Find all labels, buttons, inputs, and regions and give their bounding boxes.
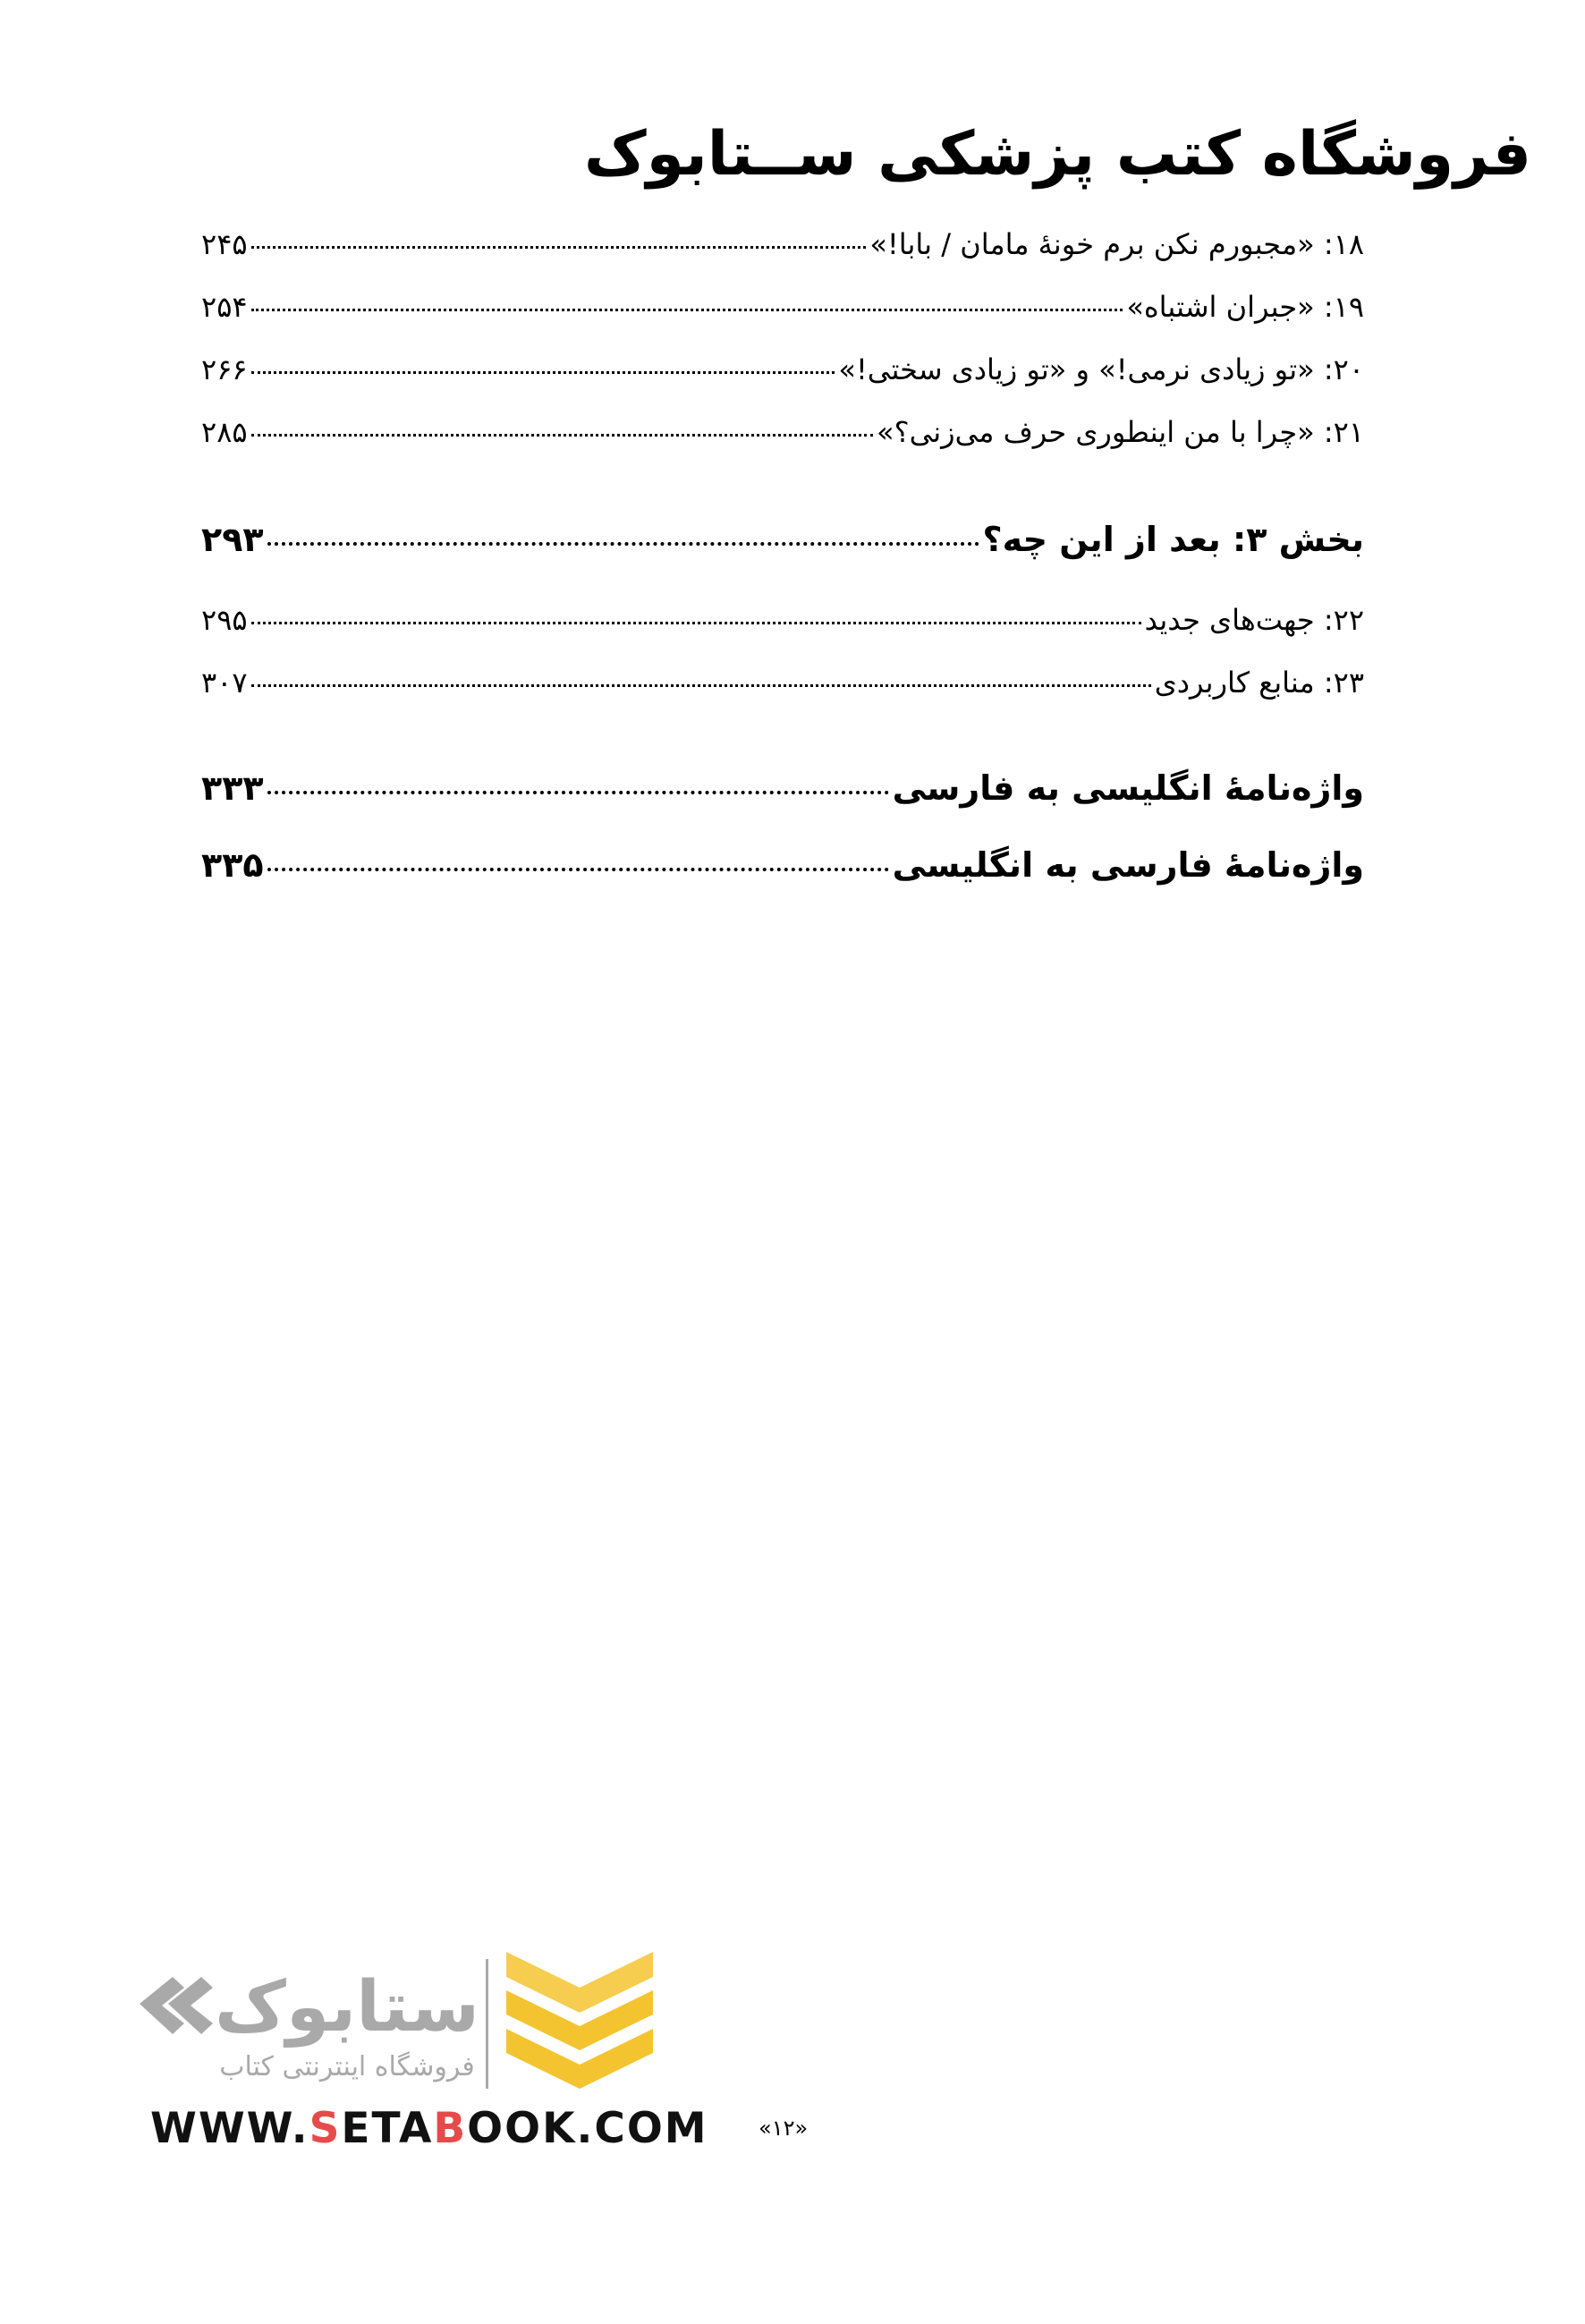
toc-entry-chapter-21[interactable]: [201, 401, 1364, 463]
toc-entry-label: واژه‌نامهٔ انگلیسی به فارسی: [892, 768, 1364, 808]
website-prefix: WWW.: [150, 2104, 309, 2153]
toc-entry-label: ۲۱: «چرا با من اینطوری حرف می‌زنی؟»: [877, 415, 1364, 449]
toc-entry-page: ۳۳۵: [201, 845, 264, 885]
toc-entry-label: ۲۳: منابع کاربردی: [1154, 666, 1364, 700]
dot-leader: [267, 542, 979, 546]
website-letter-s: S: [309, 2104, 342, 2153]
toc-entry-page: ۲۵۴: [201, 290, 248, 324]
toc-entry-label: واژه‌نامهٔ فارسی به انگلیسی: [892, 845, 1364, 885]
logo-subtitle: فروشگاه اینترنتی کتاب: [219, 2051, 475, 2082]
website-letter-b: B: [433, 2104, 468, 2153]
toc-entry-label: بخش ۳: بعد از این چه؟: [982, 520, 1364, 559]
setabook-logo[interactable]: [132, 1941, 687, 2102]
dot-leader: [267, 791, 889, 794]
toc-entry-label: ۱۹: «جبران اشتباه»: [1126, 290, 1364, 324]
toc-entry-glossary-fa-en[interactable]: [201, 827, 1364, 903]
toc-entry-part-3[interactable]: [201, 501, 1364, 578]
toc-entry-page: ۳۳۳: [201, 768, 264, 808]
toc-entry-chapter-18[interactable]: [201, 213, 1364, 276]
logo-wordmark: ستابوک: [215, 1967, 479, 2048]
dot-leader: [251, 371, 835, 374]
website-eta: ETA: [341, 2104, 434, 2153]
toc-entry-glossary-en-fa[interactable]: [201, 750, 1364, 827]
toc-entry-page: ۲۶۶: [201, 352, 248, 386]
toc-entry-chapter-20[interactable]: [201, 338, 1364, 401]
website-url[interactable]: [150, 2104, 708, 2153]
dot-leader: [251, 622, 1141, 624]
dot-leader: [251, 684, 1151, 687]
book-emblem-icon: [506, 1952, 653, 2089]
toc-entry-page: ۲۴۵: [201, 227, 248, 261]
website-suffix: OOK.COM: [467, 2104, 708, 2153]
page-number: «۱۲»: [759, 2116, 809, 2141]
double-chevron-icon: [140, 1977, 213, 2034]
dot-leader: [251, 309, 1123, 311]
toc-entry-chapter-22[interactable]: [201, 589, 1364, 651]
page-header-title: فروشگاه کتب پزشکی ســتابوک: [584, 119, 1531, 190]
toc-entry-chapter-19[interactable]: [201, 276, 1364, 338]
toc-entry-page: ۲۸۵: [201, 415, 248, 449]
toc-entry-label: ۲۰: «تو زیادی نرمی!» و «تو زیادی سختی!»: [838, 352, 1364, 386]
toc-entry-label: ۲۲: جهت‌های جدید: [1144, 603, 1364, 637]
toc-entry-page: ۳۰۷: [201, 666, 248, 700]
toc-entry-chapter-23[interactable]: [201, 651, 1364, 714]
logo-divider: [486, 1959, 488, 2089]
toc-entry-label: ۱۸: «مجبورم نکن برم خونهٔ مامان / بابا!»: [869, 227, 1364, 261]
toc-entry-page: ۲۹۳: [201, 520, 264, 559]
toc-entry-page: ۲۹۵: [201, 603, 248, 637]
dot-leader: [251, 434, 873, 437]
dot-leader: [251, 246, 867, 249]
table-of-contents: [201, 213, 1364, 903]
dot-leader: [267, 868, 889, 871]
